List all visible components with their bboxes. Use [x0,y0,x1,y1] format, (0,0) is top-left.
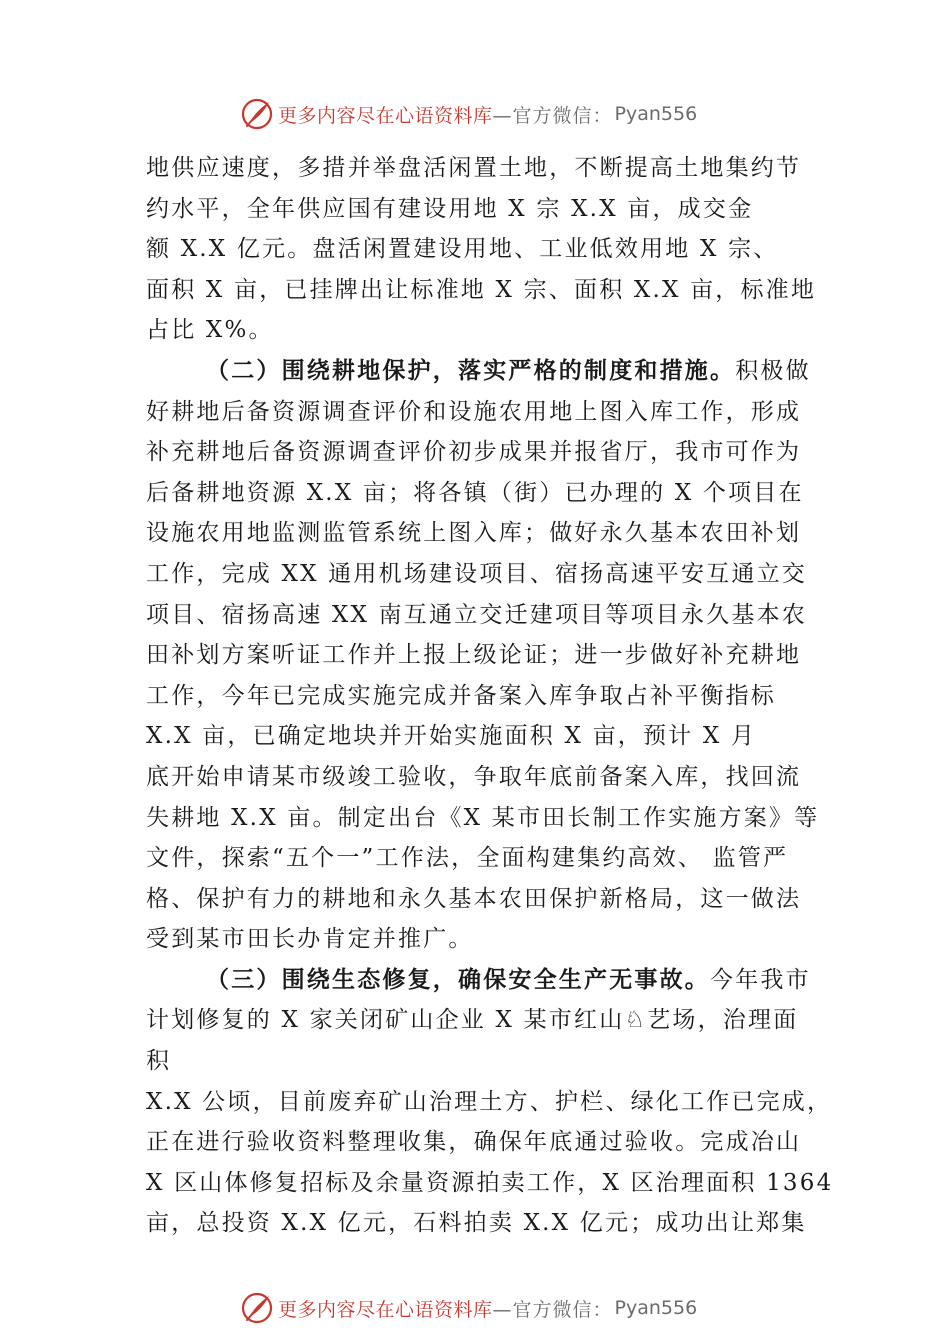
text-line: 后备耕地资源 X.X 亩；将各镇（街）已办理的 X 个项目在 [146,479,804,506]
section-heading-line: （三）围绕生态修复，确保安全生产无事故。今年我市 [206,965,811,993]
feather-logo-icon [240,1291,274,1325]
watermark-wechat-label: —官方微信： [492,104,613,127]
text-line: 补充耕地后备资源调查评价初步成果并报省厅，我市可作为 [146,439,802,466]
text-line: X 区山体修复招标及余量资源拍卖工作，X 区治理面积 1364 [146,1169,834,1196]
section-heading-3: （三）围绕生态修复，确保安全生产无事故。 [206,965,710,993]
watermark-title: 更多内容尽在心语资料库 [278,1298,493,1321]
text-line: 好耕地后备资源调查评价和设施农用地上图入库工作，形成 [146,398,802,425]
document-body [146,148,834,1244]
text-line: 文件，探索“五个一”工作法，全面构建集约高效、 监管严 [146,845,789,872]
text-line: X.X 公顷，目前废弃矿山治理土方、护栏、绿化工作已完成， [146,1088,833,1115]
text-line: 底开始申请某市级竣工验收，争取年底前备案入库，找回流 [146,763,802,790]
watermark-wechat-id: Pyan556 [614,103,698,125]
watermark-footer [240,1290,697,1326]
text-line: X.X 亩，已确定地块并开始实施面积 X 亩，预计 X 月 [146,723,757,750]
section-heading-2: （二）围绕耕地保护，落实严格的制度和措施。 [206,356,736,384]
section-heading-line: （二）围绕耕地保护，落实严格的制度和措施。积极做 [206,356,811,384]
watermark-wechat-label: —官方微信： [492,1298,613,1321]
text-line: 计划修复的 X 家关闭矿山企业 X 某市红山♘艺场，治理面 [146,1007,799,1034]
text-line: 项目、宿扬高速 XX 南互通立交迁建项目等项目永久基本农 [146,601,807,628]
text-line: 正在进行验收资料整理收集，确保年底通过验收。完成冶山 [146,1129,802,1156]
text-line: 积 [146,1048,172,1075]
text-line: 亩，总投资 X.X 亿元，石料拍卖 X.X 亿元；成功出让郑集 [146,1210,807,1237]
text-line: 失耕地 X.X 亩。制定出台《X 某市田长制工作实施方案》等 [146,804,820,831]
text-line: 占比 X%。 [146,317,274,344]
watermark-header [240,96,697,132]
text-line: 设施农用地监测监管系统上图入库；做好永久基本农田补划 [146,520,802,547]
text-line: 地供应速度，多措并举盘活闲置土地，不断提高土地集约节 [146,155,802,181]
watermark-wechat-id: Pyan556 [614,1297,698,1319]
watermark-title: 更多内容尽在心语资料库 [278,104,493,127]
text-line: 格、保护有力的耕地和永久基本农田保护新格局，这一做法 [146,885,802,912]
text-line: 田补划方案听证工作并上报上级论证；进一步做好补充耕地 [146,642,802,669]
text-line: 约水平，全年供应国有建设用地 X 宗 X.X 亩，成交金 [146,195,754,222]
feather-logo-icon [240,97,274,131]
text-line: 受到某市田长办肯定并推广。 [146,926,474,953]
text-line: 工作，完成 XX 通用机场建设项目、宿扬高速平安互通立交 [146,560,807,587]
text-line: 面积 X 亩，已挂牌出让标准地 X 宗、面积 X.X 亩，标准地 [146,276,817,303]
text-line: 工作，今年已完成实施完成并备案入库争取占补平衡指标 [146,682,776,709]
text-line: 额 X.X 亿元。盘活闲置建设用地、工业低效用地 X 宗、 [146,236,779,263]
